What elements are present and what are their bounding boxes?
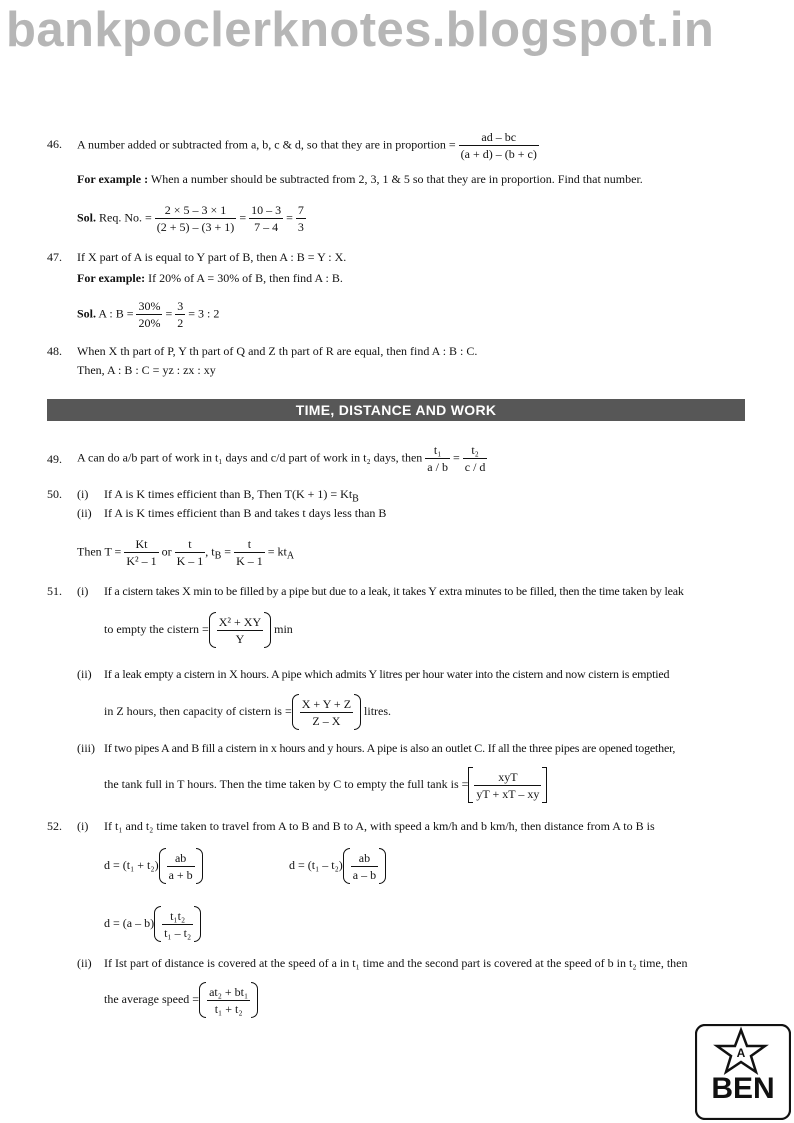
item-number-52: 52. [47, 819, 62, 833]
rule-47: If X part of A is equal to Y part of B, then A : B = Y : X. [77, 250, 347, 264]
rule-49: A can do a/b part of work in t₁ days and c/d part of work in t₂ days, then $\frac{\text{t₁}}{a / b}$ = $\frac{\text{t₂}}{c / d}$ [77, 443, 486, 474]
solution-fraction-1: $\frac{30\%}{20\%}$ [138, 299, 161, 330]
formula-fraction-3: $\frac{t}{K - 1}$ [236, 537, 263, 568]
solution-text: Req. No. = [99, 210, 152, 225]
solution-fraction-2: $\frac{3}{2}$ [177, 299, 184, 330]
rule-50-ii: If A is K times efficient than B and takes t days less than B [104, 506, 387, 520]
rule-46-text: A number added or subtracted from a, b, c & d, so that they are in proportion = [77, 137, 456, 152]
rule-51-iii: If two pipes A and B fill a cistern in x hours and y hours. A pipe is also an outlet C. If all the three pipes are opened together, [104, 741, 676, 755]
rule-52-ii: If Ist part of distance is covered at the speed of a in t₁ time and the second part is covered at the speed of b in t₂ time, then [104, 956, 688, 970]
rule-46-fraction: $\frac{ad - bc}{(a + d) - (b + c)}$ [460, 130, 537, 161]
formula-51-i: to empty the cistern = $\frac{\text{X² + XY}}{Y}$ min [104, 612, 293, 648]
solution-label: Sol. [77, 306, 97, 321]
example-text: When a number should be subtracted from 2, 3, 1 & 5 so that they are in proportion. Find that number. [150, 172, 643, 186]
solution-fraction-2: $\frac{10 - 3}{7 - 4}$ [251, 203, 282, 234]
example-47 [77, 271, 343, 285]
formula-fraction: $\frac{\text{t₁t₂}}{\text{t₁ – t₂}}$ [164, 908, 192, 940]
rule-50-i: If A is K times efficient than B, Then $T(K + 1) = Kt_B$ [104, 487, 359, 505]
formula-51-iii: the tank full in T hours. Then the time taken by C to empty the full tank is = xyT yT + xT – xy [104, 767, 547, 803]
item-number-49: 49. [47, 452, 62, 466]
formula-52-i-1: d = (t₁ + t₂) $\frac{ab}{a + b}$ [104, 848, 203, 884]
item-number-51: 51. [47, 584, 62, 598]
svg-text:A: A [736, 1046, 746, 1060]
solution-fraction-1: $\frac{2 \times 5 - 3 \times 1}{(2 + 5) - (3 + 1)}$ [156, 203, 235, 234]
example-text: If 20% of A = 30% of B, then find A : B. [148, 271, 343, 285]
solution-result: = 3 : 2 [188, 306, 220, 321]
sub-label-50-ii: (ii) [77, 506, 92, 520]
item-number-50: 50. [47, 487, 62, 501]
sub-label-51-iii: (iii) [77, 741, 95, 755]
formula-fraction: $\frac{ab}{a + b}$ [168, 850, 193, 882]
formula-fraction: $\frac{X + Y + Z}{Z - X}$ [301, 696, 352, 728]
formula-50: Then T = $\frac{Kt}{\text{K² – 1}}$ or $\frac{t}{K - 1}$ , $t_B$ = $\frac{t}{K - 1}$ = $kt_A$ [77, 537, 295, 568]
formula-fraction: xyT yT + xT – xy [476, 769, 540, 801]
rule-49-fraction-2: $\frac{\text{t₂}}{c / d}$ [464, 443, 486, 474]
sub-label-52-ii: (ii) [77, 956, 92, 970]
item-number-46: 46. [47, 137, 62, 151]
sub-label-52-i: (i) [77, 819, 89, 833]
formula-52-ii: the average speed = $\frac{\text{at₂ + bt₁}}{\text{t₁ + t₂}}$ [104, 982, 258, 1018]
formula-fraction: $\frac{\text{X² + XY}}{Y}$ [218, 614, 262, 646]
sub-label-51-ii: (ii) [77, 667, 92, 681]
rule-48: When X th part of P, Y th part of Q and Z th part of R are equal, then find A : B : C. [77, 344, 478, 358]
rule-51-ii: If a leak empty a cistern in X hours. A pipe which admits Y litres per hour water into the cistern and now cistern is emptied [104, 667, 670, 681]
formula-51-ii: in Z hours, then capacity of cistern is = $\frac{X + Y + Z}{Z - X}$ litres. [104, 694, 391, 730]
solution-46: Sol. Req. No. = $\frac{2 \times 5 - 3 \times 1}{(2 + 5) - (3 + 1)}$ = $\frac{10 - 3}{7 - 4}$ = $\frac{7}{3}$ [77, 203, 304, 234]
solution-label: Sol. [77, 210, 97, 225]
example-46 [77, 172, 643, 186]
svg-text:BEN: BEN [711, 1072, 775, 1105]
formula-fraction-1: $\frac{Kt}{\text{K² – 1}}$ [126, 537, 157, 568]
ben-logo [695, 1024, 791, 1120]
sub-label-50-i: (i) [77, 487, 89, 501]
example-label: For example: [77, 271, 146, 285]
rule-49-text: A can do a/b part of work in t₁ days and c/d part of work in t₂ days, then [77, 450, 423, 465]
sub-label-51-i: (i) [77, 584, 89, 598]
formula-fraction: $\frac{ab}{a - b}$ [352, 850, 377, 882]
formula-52-i-3: d = (a – b) $\frac{\text{t₁t₂}}{\text{t₁ – t₂}}$ [104, 906, 201, 942]
formula-or: or [161, 544, 172, 559]
rule-51-i: If a cistern takes X min to be filled by a pipe but due to a leak, it takes Y extra minutes to be filled, then the time taken by leak [104, 584, 684, 598]
rule-49-fraction-1: $\frac{\text{t₁}}{a / b}$ [427, 443, 448, 474]
formula-then: Then T = [77, 544, 122, 559]
solution-47: Sol. A : B = $\frac{30\%}{20\%}$ = $\frac{3}{2}$ = 3 : 2 [77, 299, 220, 330]
formula-fraction: $\frac{\text{at₂ + bt₁}}{\text{t₁ + t₂}}$ [209, 984, 249, 1016]
item-number-47: 47. [47, 250, 62, 264]
item-number-48: 48. [47, 344, 62, 358]
formula-fraction-2: $\frac{t}{K - 1}$ [176, 537, 204, 568]
solution-fraction-3: $\frac{7}{3}$ [297, 203, 304, 234]
rule-46 [77, 130, 539, 161]
watermark-title: bankpoclerknotes.blogspot.in [6, 3, 715, 57]
solution-text: A : B = [98, 306, 134, 321]
rule-52-i: If t₁ and t₂ time taken to travel from A to B and B to A, with speed a km/h and b km/h, then distance from A to B is [104, 819, 655, 833]
example-label: For example : [77, 172, 149, 186]
rule-48-result: Then, A : B : C = yz : zx : xy [77, 363, 216, 377]
section-heading: TIME, DISTANCE AND WORK [47, 399, 745, 421]
formula-52-i-2: d = (t₁ – t₂) $\frac{ab}{a - b}$ [289, 848, 386, 884]
